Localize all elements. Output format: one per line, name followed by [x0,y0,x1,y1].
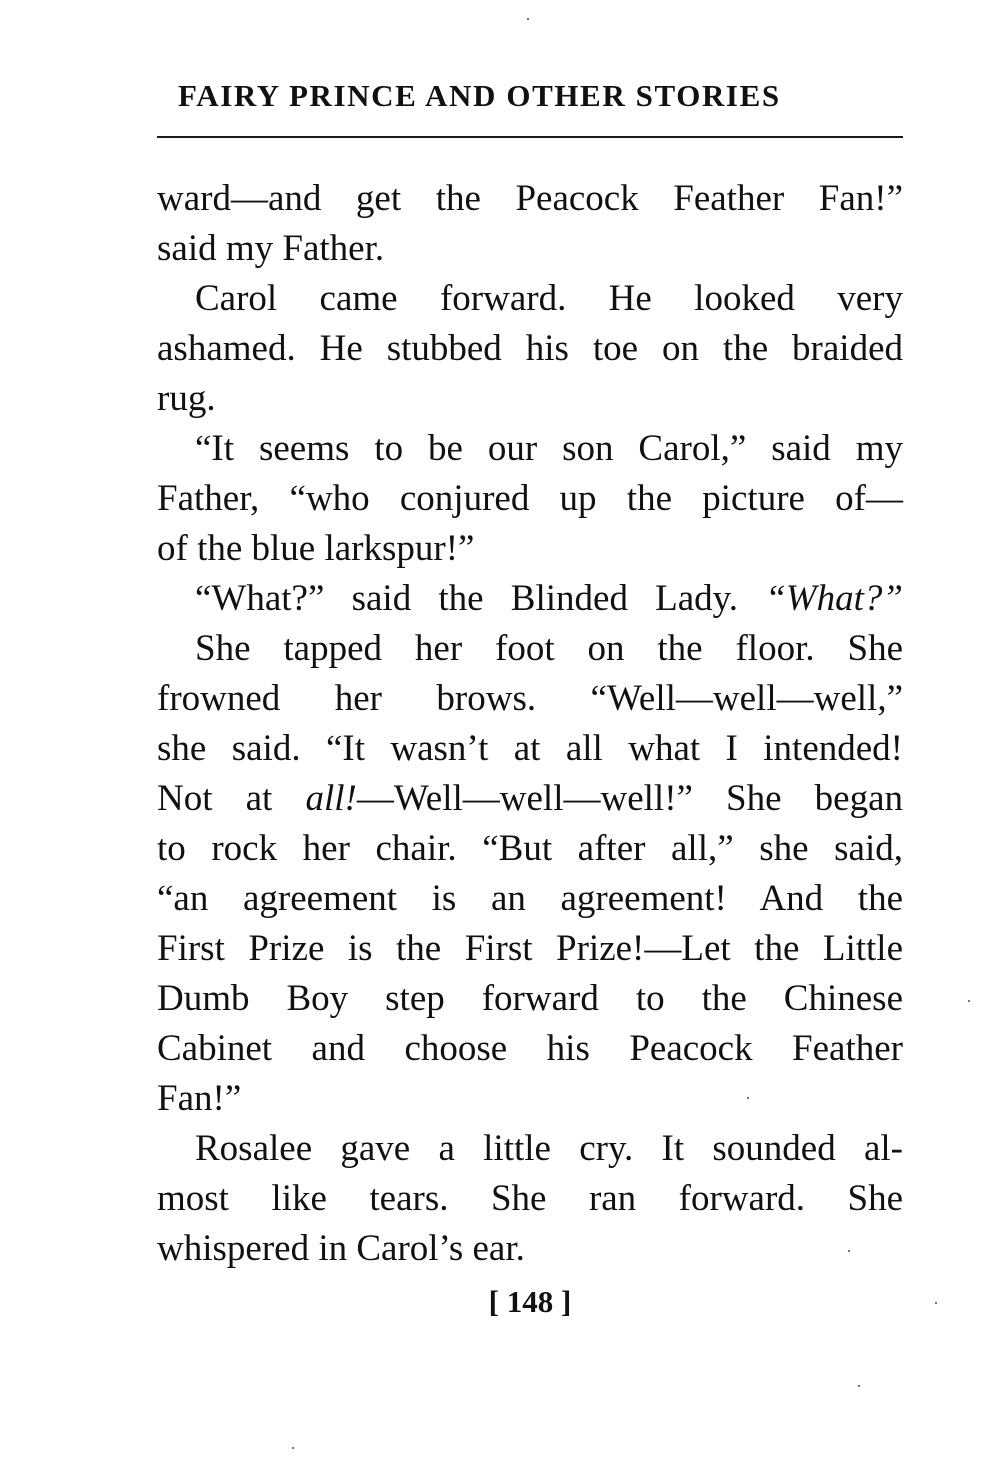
scan-speck [858,1385,860,1387]
text-line: most like tears. She ran forward. She [157,1178,903,1219]
text-line: Fan!” [157,1078,242,1119]
text-line: “It seems to be our son Carol,” said my [195,428,903,469]
page-body [157,174,903,1274]
text-line: Cabinet and choose his Peacock Feather [157,1028,903,1069]
text-line: Dumb Boy step forward to the Chinese [157,978,903,1019]
text-line: of the blue larkspur!” [157,528,475,569]
text-line: said my Father. [157,228,385,269]
text-line [157,574,903,624]
text-line: First Prize is the First Prize!—Let the Little [157,928,903,969]
text-line: ashamed. He stubbed his toe on the braided [157,328,903,369]
text-line: whispered in Carol’s ear. [157,1228,525,1269]
scan-speck [747,1097,749,1099]
text-line: rug. [157,378,216,419]
header-rule [157,136,903,138]
text-segment: Not at [157,778,273,819]
text-line: Carol came forward. He looked very [195,278,903,319]
text-line: Rosalee gave a little cry. It sounded al- [195,1128,903,1169]
text-line: to rock her chair. “But after all,” she said, [157,828,903,869]
text-line: frowned her brows. “Well—well—well,” [157,678,903,719]
running-header: FAIRY PRINCE AND OTHER STORIES [178,78,781,113]
scan-speck [292,1447,294,1449]
italic-emphasis: “What?” [765,578,903,619]
text-line: “an agreement is an agreement! And the [157,878,903,919]
text-line [157,774,903,824]
text-line: She tapped her foot on the floor. She [195,628,903,669]
text-segment: “What?” said the Blinded Lady. [195,578,739,619]
scan-speck [935,1302,937,1304]
scan-speck [968,1000,970,1002]
text-segment: —Well—well—well!” She began [356,778,904,819]
text-line: Father, “who conjured up the picture of— [157,478,903,519]
text-line: she said. “It wasn’t at all what I intended! [157,728,903,769]
scan-speck [527,18,529,20]
text-line: ward—and get the Peacock Feather Fan!” [157,178,903,219]
italic-emphasis: all! [305,778,357,819]
page-number: [ 148 ] [488,1284,572,1319]
scan-speck [848,1250,850,1252]
